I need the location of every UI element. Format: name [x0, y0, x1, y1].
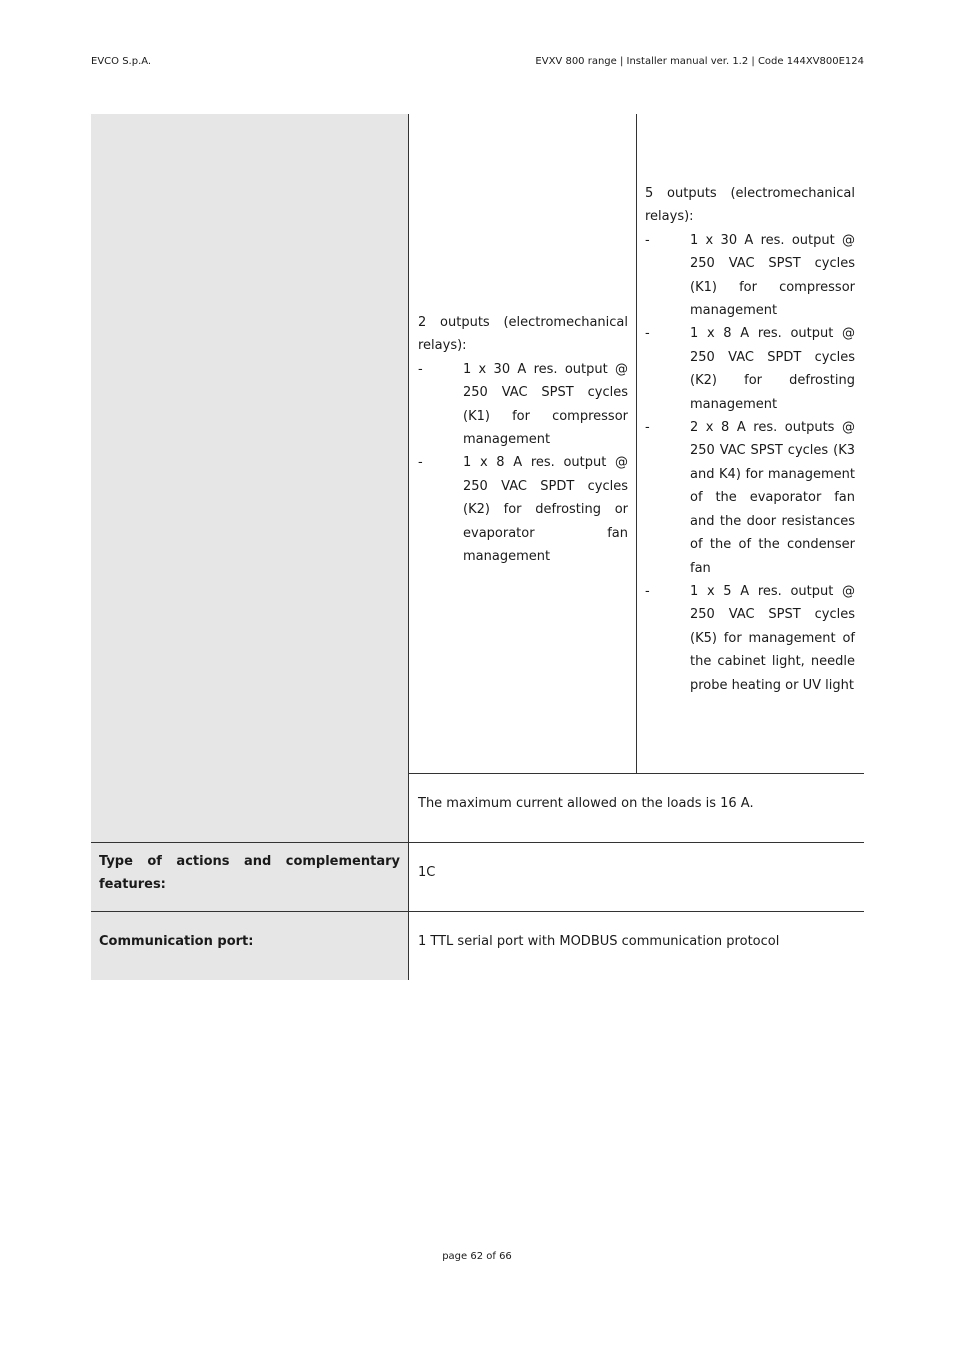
page-number: page 62 of 66 — [442, 1251, 512, 1262]
table-divider-main — [408, 114, 409, 980]
comm-port-label: Communication port: — [99, 934, 254, 949]
table-rule-2 — [91, 842, 864, 843]
outputs-5-intro-line1: 5 outputs (electromechanical — [645, 186, 855, 201]
max-current-text: The maximum current allowed on the loads is 16 A. — [418, 796, 754, 811]
table-rule-3 — [91, 911, 864, 912]
outputs-5-intro-line2: relays): — [645, 209, 694, 225]
actions-label: Type of actions and complementary features: — [99, 854, 400, 893]
header-doc-info: EVXV 800 range | Installer manual ver. 1.2 | Code 144XV800E124 — [535, 56, 864, 67]
actions-value: 1C — [418, 865, 436, 880]
list-item: - 1 x 8 A res. output @ 250 VAC SPDT cycles (K2) for defrosting management — [645, 326, 855, 412]
list-item: - 1 x 5 A res. output @ 250 VAC SPST cycles (K5) for management of the cabinet light, needle probe heating or UV light — [645, 583, 855, 693]
outputs-2-cell — [418, 311, 628, 568]
table-rule-1 — [408, 773, 864, 774]
header-company: EVCO S.p.A. — [91, 56, 152, 67]
list-item: - 1 x 8 A res. output @ 250 VAC SPDT cycles (K2) for defrosting or evaporator fan management — [418, 455, 628, 565]
outputs-2-intro-line1: 2 outputs (electromechanical — [418, 315, 628, 330]
comm-port-value: 1 TTL serial port with MODBUS communication protocol — [418, 934, 780, 949]
outputs-2-intro-line2: relays): — [418, 338, 467, 354]
list-item: - 1 x 30 A res. output @ 250 VAC SPST cycles (K1) for compressor management — [418, 361, 628, 448]
outputs-5-cell — [645, 182, 855, 697]
table-divider-sub — [636, 114, 637, 773]
list-item: - 1 x 30 A res. output @ 250 VAC SPST cycles (K1) for compressor management — [645, 232, 855, 319]
list-item: - 2 x 8 A res. outputs @ 250 VAC SPST cycles (K3 and K4) for management of the evaporator fan and the door resistances of the of the condenser fan — [645, 420, 855, 576]
